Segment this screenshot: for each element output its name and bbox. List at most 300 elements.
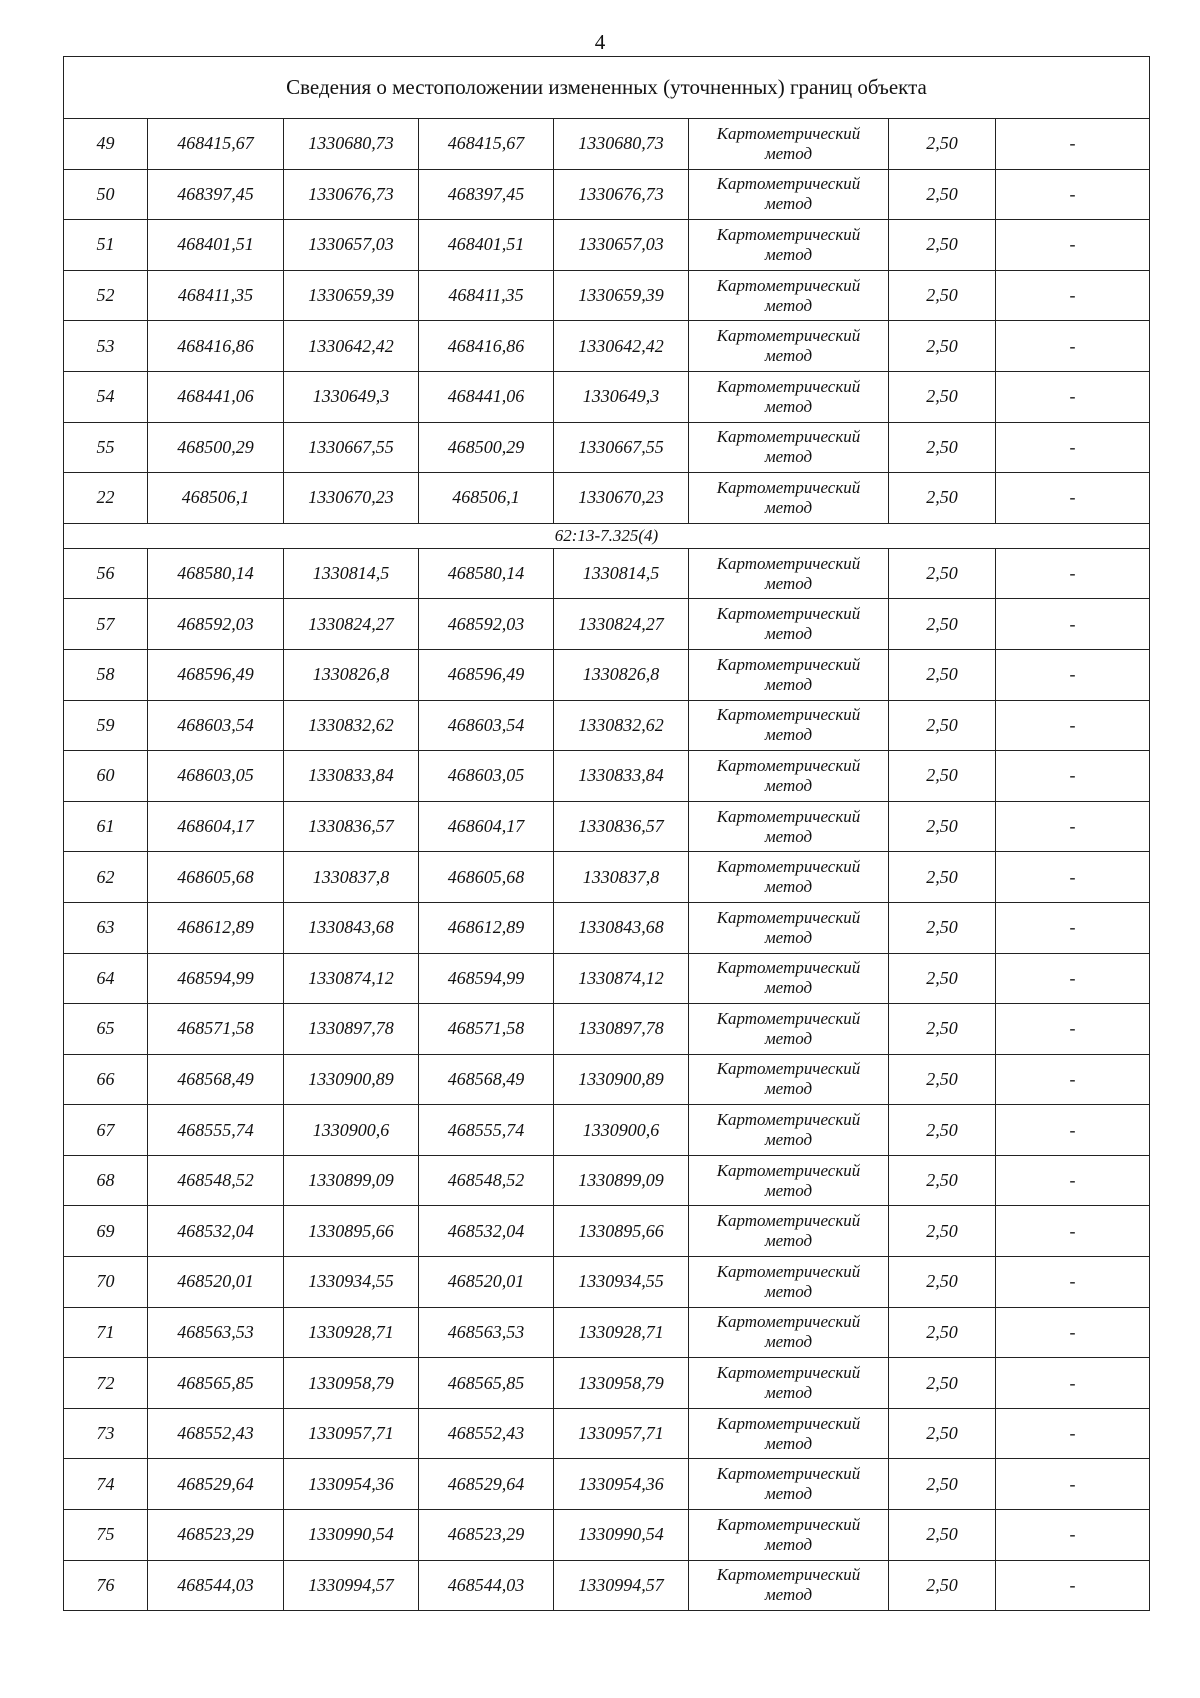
table-row (64, 169, 1150, 220)
table-row (64, 321, 1150, 372)
existing-y-cell: 1330680,73 (284, 119, 419, 170)
determination-method-cell (689, 1054, 889, 1105)
table-row (64, 902, 1150, 953)
existing-y-cell: 1330667,55 (284, 422, 419, 473)
existing-x-cell: 468529,64 (148, 1459, 284, 1510)
table-row (64, 700, 1150, 751)
note-cell: - (996, 599, 1150, 650)
method-line-1: Картометрический (716, 427, 861, 447)
method-line-1: Картометрический (716, 123, 861, 143)
method-line-2: метод (764, 447, 813, 467)
refined-y-cell: 1330928,71 (554, 1307, 689, 1358)
method-line-2: метод (764, 194, 813, 214)
note-cell: - (996, 1004, 1150, 1055)
existing-x-cell: 468603,54 (148, 700, 284, 751)
accuracy-cell: 2,50 (889, 371, 996, 422)
determination-method-cell (689, 220, 889, 271)
refined-y-cell: 1330657,03 (554, 220, 689, 271)
determination-method-cell (689, 422, 889, 473)
accuracy-cell: 2,50 (889, 1510, 996, 1561)
note-cell: - (996, 1560, 1150, 1611)
determination-method-cell (689, 1358, 889, 1409)
existing-y-cell: 1330837,8 (284, 852, 419, 903)
method-line-1: Картометрический (716, 1008, 861, 1028)
table-row (64, 1307, 1150, 1358)
refined-x-cell: 468548,52 (419, 1155, 554, 1206)
note-cell: - (996, 1257, 1150, 1308)
refined-x-cell: 468500,29 (419, 422, 554, 473)
refined-x-cell: 468415,67 (419, 119, 554, 170)
method-line-1: Картометрический (716, 1363, 861, 1383)
note-cell: - (996, 953, 1150, 1004)
existing-x-cell: 468506,1 (148, 473, 284, 524)
existing-y-cell: 1330899,09 (284, 1155, 419, 1206)
method-line-2: метод (764, 826, 813, 846)
method-line-2: метод (764, 927, 813, 947)
existing-x-cell: 468520,01 (148, 1257, 284, 1308)
method-line-1: Картометрический (716, 1514, 861, 1534)
method-line-1: Картометрический (716, 1464, 861, 1484)
existing-x-cell: 468594,99 (148, 953, 284, 1004)
refined-y-cell: 1330680,73 (554, 119, 689, 170)
existing-y-cell: 1330836,57 (284, 801, 419, 852)
point-number-cell: 76 (64, 1560, 148, 1611)
existing-x-cell: 468548,52 (148, 1155, 284, 1206)
determination-method-cell (689, 1004, 889, 1055)
method-line-2: метод (764, 674, 813, 694)
accuracy-cell: 2,50 (889, 548, 996, 599)
page-number: 4 (594, 30, 606, 54)
determination-method-cell (689, 270, 889, 321)
section-label: 62:13-7.325(4) (64, 523, 1150, 548)
refined-x-cell: 468565,85 (419, 1358, 554, 1409)
determination-method-cell (689, 953, 889, 1004)
refined-y-cell: 1330994,57 (554, 1560, 689, 1611)
method-line-1: Картометрический (716, 1211, 861, 1231)
method-line-2: метод (764, 978, 813, 998)
determination-method-cell (689, 1307, 889, 1358)
method-line-2: метод (764, 725, 813, 745)
existing-x-cell: 468532,04 (148, 1206, 284, 1257)
refined-y-cell: 1330899,09 (554, 1155, 689, 1206)
existing-x-cell: 468500,29 (148, 422, 284, 473)
refined-y-cell: 1330667,55 (554, 422, 689, 473)
method-line-2: метод (764, 244, 813, 264)
note-cell: - (996, 1105, 1150, 1156)
note-cell: - (996, 1054, 1150, 1105)
accuracy-cell: 2,50 (889, 1560, 996, 1611)
table-row (64, 1408, 1150, 1459)
refined-y-cell: 1330649,3 (554, 371, 689, 422)
refined-x-cell: 468441,06 (419, 371, 554, 422)
existing-y-cell: 1330833,84 (284, 751, 419, 802)
determination-method-cell (689, 801, 889, 852)
method-line-2: метод (764, 1231, 813, 1251)
refined-x-cell: 468605,68 (419, 852, 554, 903)
refined-x-cell: 468568,49 (419, 1054, 554, 1105)
point-number-cell: 75 (64, 1510, 148, 1561)
point-number-cell: 52 (64, 270, 148, 321)
determination-method-cell (689, 371, 889, 422)
refined-x-cell: 468397,45 (419, 169, 554, 220)
existing-y-cell: 1330814,5 (284, 548, 419, 599)
table-title-row (64, 57, 1150, 119)
point-number-cell: 50 (64, 169, 148, 220)
table-row (64, 548, 1150, 599)
note-cell: - (996, 1307, 1150, 1358)
existing-y-cell: 1330649,3 (284, 371, 419, 422)
method-line-1: Картометрический (716, 1565, 861, 1585)
determination-method-cell (689, 1510, 889, 1561)
method-line-1: Картометрический (716, 477, 861, 497)
table-row (64, 1560, 1150, 1611)
method-line-2: метод (764, 1079, 813, 1099)
accuracy-cell: 2,50 (889, 801, 996, 852)
table-title: Сведения о местоположении измененных (уточненных) границ объекта (64, 57, 1150, 119)
table-row (64, 473, 1150, 524)
existing-x-cell: 468571,58 (148, 1004, 284, 1055)
note-cell: - (996, 1358, 1150, 1409)
refined-y-cell: 1330832,62 (554, 700, 689, 751)
existing-x-cell: 468604,17 (148, 801, 284, 852)
refined-x-cell: 468603,05 (419, 751, 554, 802)
point-number-cell: 61 (64, 801, 148, 852)
method-line-1: Картометрический (716, 705, 861, 725)
existing-x-cell: 468416,86 (148, 321, 284, 372)
existing-x-cell: 468555,74 (148, 1105, 284, 1156)
note-cell: - (996, 751, 1150, 802)
table-row (64, 1358, 1150, 1409)
method-line-2: метод (764, 573, 813, 593)
point-number-cell: 62 (64, 852, 148, 903)
method-line-1: Картометрический (716, 806, 861, 826)
refined-y-cell: 1330954,36 (554, 1459, 689, 1510)
existing-y-cell: 1330659,39 (284, 270, 419, 321)
determination-method-cell (689, 1408, 889, 1459)
method-line-2: метод (764, 1433, 813, 1453)
table-row (64, 1510, 1150, 1561)
method-line-1: Картометрический (716, 376, 861, 396)
method-line-1: Картометрический (716, 907, 861, 927)
existing-x-cell: 468603,05 (148, 751, 284, 802)
method-line-1: Картометрический (716, 1110, 861, 1130)
note-cell: - (996, 169, 1150, 220)
existing-x-cell: 468596,49 (148, 649, 284, 700)
accuracy-cell: 2,50 (889, 119, 996, 170)
refined-x-cell: 468532,04 (419, 1206, 554, 1257)
point-number-cell: 56 (64, 548, 148, 599)
existing-y-cell: 1330824,27 (284, 599, 419, 650)
point-number-cell: 63 (64, 902, 148, 953)
existing-y-cell: 1330843,68 (284, 902, 419, 953)
boundary-coordinates-table (63, 56, 1150, 1611)
refined-y-cell: 1330676,73 (554, 169, 689, 220)
accuracy-cell: 2,50 (889, 700, 996, 751)
method-line-2: метод (764, 775, 813, 795)
table-row (64, 422, 1150, 473)
table-row (64, 801, 1150, 852)
point-number-cell: 71 (64, 1307, 148, 1358)
accuracy-cell: 2,50 (889, 1004, 996, 1055)
table-row (64, 1459, 1150, 1510)
method-line-2: метод (764, 346, 813, 366)
note-cell: - (996, 649, 1150, 700)
method-line-2: метод (764, 1028, 813, 1048)
refined-x-cell: 468544,03 (419, 1560, 554, 1611)
note-cell: - (996, 321, 1150, 372)
existing-y-cell: 1330670,23 (284, 473, 419, 524)
refined-y-cell: 1330990,54 (554, 1510, 689, 1561)
refined-y-cell: 1330934,55 (554, 1257, 689, 1308)
method-line-1: Картометрический (716, 1312, 861, 1332)
table-row (64, 1155, 1150, 1206)
refined-x-cell: 468563,53 (419, 1307, 554, 1358)
method-line-1: Картометрический (716, 1059, 861, 1079)
point-number-cell: 64 (64, 953, 148, 1004)
refined-y-cell: 1330824,27 (554, 599, 689, 650)
method-line-1: Картометрический (716, 604, 861, 624)
refined-y-cell: 1330826,8 (554, 649, 689, 700)
existing-y-cell: 1330874,12 (284, 953, 419, 1004)
existing-y-cell: 1330832,62 (284, 700, 419, 751)
method-line-2: метод (764, 1383, 813, 1403)
refined-y-cell: 1330659,39 (554, 270, 689, 321)
point-number-cell: 57 (64, 599, 148, 650)
accuracy-cell: 2,50 (889, 1408, 996, 1459)
refined-y-cell: 1330833,84 (554, 751, 689, 802)
section-row (64, 523, 1150, 548)
note-cell: - (996, 548, 1150, 599)
method-line-1: Картометрический (716, 553, 861, 573)
point-number-cell: 55 (64, 422, 148, 473)
determination-method-cell (689, 649, 889, 700)
table-row (64, 1004, 1150, 1055)
refined-y-cell: 1330900,6 (554, 1105, 689, 1156)
determination-method-cell (689, 599, 889, 650)
method-line-2: метод (764, 396, 813, 416)
accuracy-cell: 2,50 (889, 953, 996, 1004)
accuracy-cell: 2,50 (889, 1054, 996, 1105)
method-line-1: Картометрический (716, 1261, 861, 1281)
existing-x-cell: 468441,06 (148, 371, 284, 422)
table-row (64, 599, 1150, 650)
point-number-cell: 66 (64, 1054, 148, 1105)
table-row (64, 220, 1150, 271)
note-cell: - (996, 220, 1150, 271)
accuracy-cell: 2,50 (889, 599, 996, 650)
refined-x-cell: 468506,1 (419, 473, 554, 524)
refined-x-cell: 468520,01 (419, 1257, 554, 1308)
table-row (64, 119, 1150, 170)
point-number-cell: 67 (64, 1105, 148, 1156)
refined-x-cell: 468552,43 (419, 1408, 554, 1459)
note-cell: - (996, 371, 1150, 422)
existing-y-cell: 1330826,8 (284, 649, 419, 700)
point-number-cell: 72 (64, 1358, 148, 1409)
note-cell: - (996, 1155, 1150, 1206)
existing-x-cell: 468580,14 (148, 548, 284, 599)
existing-x-cell: 468552,43 (148, 1408, 284, 1459)
existing-y-cell: 1330895,66 (284, 1206, 419, 1257)
method-line-2: метод (764, 497, 813, 517)
method-line-1: Картометрический (716, 755, 861, 775)
determination-method-cell (689, 169, 889, 220)
method-line-2: метод (764, 1130, 813, 1150)
determination-method-cell (689, 321, 889, 372)
table-row (64, 270, 1150, 321)
refined-y-cell: 1330837,8 (554, 852, 689, 903)
existing-x-cell: 468565,85 (148, 1358, 284, 1409)
existing-y-cell: 1330954,36 (284, 1459, 419, 1510)
determination-method-cell (689, 1257, 889, 1308)
refined-x-cell: 468594,99 (419, 953, 554, 1004)
method-line-1: Картометрический (716, 275, 861, 295)
point-number-cell: 73 (64, 1408, 148, 1459)
existing-y-cell: 1330657,03 (284, 220, 419, 271)
existing-y-cell: 1330994,57 (284, 1560, 419, 1611)
table-row (64, 371, 1150, 422)
existing-x-cell: 468397,45 (148, 169, 284, 220)
point-number-cell: 69 (64, 1206, 148, 1257)
existing-x-cell: 468544,03 (148, 1560, 284, 1611)
note-cell: - (996, 1510, 1150, 1561)
accuracy-cell: 2,50 (889, 1105, 996, 1156)
note-cell: - (996, 1408, 1150, 1459)
method-line-2: метод (764, 143, 813, 163)
refined-y-cell: 1330874,12 (554, 953, 689, 1004)
refined-x-cell: 468580,14 (419, 548, 554, 599)
existing-y-cell: 1330958,79 (284, 1358, 419, 1409)
point-number-cell: 65 (64, 1004, 148, 1055)
method-line-2: метод (764, 877, 813, 897)
refined-x-cell: 468411,35 (419, 270, 554, 321)
existing-y-cell: 1330934,55 (284, 1257, 419, 1308)
refined-x-cell: 468612,89 (419, 902, 554, 953)
point-number-cell: 58 (64, 649, 148, 700)
existing-y-cell: 1330676,73 (284, 169, 419, 220)
method-line-2: метод (764, 1484, 813, 1504)
determination-method-cell (689, 902, 889, 953)
refined-y-cell: 1330897,78 (554, 1004, 689, 1055)
refined-x-cell: 468529,64 (419, 1459, 554, 1510)
note-cell: - (996, 902, 1150, 953)
method-line-1: Картометрический (716, 1160, 861, 1180)
method-line-1: Картометрический (716, 654, 861, 674)
refined-y-cell: 1330670,23 (554, 473, 689, 524)
accuracy-cell: 2,50 (889, 321, 996, 372)
refined-x-cell: 468604,17 (419, 801, 554, 852)
determination-method-cell (689, 119, 889, 170)
note-cell: - (996, 473, 1150, 524)
refined-x-cell: 468592,03 (419, 599, 554, 650)
accuracy-cell: 2,50 (889, 473, 996, 524)
table-row (64, 1105, 1150, 1156)
method-line-2: метод (764, 1332, 813, 1352)
note-cell: - (996, 1206, 1150, 1257)
method-line-1: Картометрический (716, 1413, 861, 1433)
refined-y-cell: 1330814,5 (554, 548, 689, 599)
method-line-1: Картометрический (716, 857, 861, 877)
refined-y-cell: 1330895,66 (554, 1206, 689, 1257)
method-line-1: Картометрический (716, 326, 861, 346)
accuracy-cell: 2,50 (889, 1257, 996, 1308)
existing-x-cell: 468415,67 (148, 119, 284, 170)
accuracy-cell: 2,50 (889, 1358, 996, 1409)
determination-method-cell (689, 852, 889, 903)
existing-y-cell: 1330642,42 (284, 321, 419, 372)
accuracy-cell: 2,50 (889, 1206, 996, 1257)
accuracy-cell: 2,50 (889, 422, 996, 473)
method-line-2: метод (764, 624, 813, 644)
accuracy-cell: 2,50 (889, 751, 996, 802)
note-cell: - (996, 700, 1150, 751)
table-row (64, 1257, 1150, 1308)
determination-method-cell (689, 700, 889, 751)
refined-y-cell: 1330958,79 (554, 1358, 689, 1409)
method-line-1: Картометрический (716, 958, 861, 978)
note-cell: - (996, 422, 1150, 473)
method-line-2: метод (764, 295, 813, 315)
refined-x-cell: 468571,58 (419, 1004, 554, 1055)
determination-method-cell (689, 1560, 889, 1611)
accuracy-cell: 2,50 (889, 169, 996, 220)
existing-x-cell: 468563,53 (148, 1307, 284, 1358)
method-line-2: метод (764, 1534, 813, 1554)
existing-y-cell: 1330897,78 (284, 1004, 419, 1055)
table-row (64, 1054, 1150, 1105)
refined-x-cell: 468523,29 (419, 1510, 554, 1561)
point-number-cell: 49 (64, 119, 148, 170)
determination-method-cell (689, 751, 889, 802)
accuracy-cell: 2,50 (889, 902, 996, 953)
method-line-2: метод (764, 1585, 813, 1605)
refined-y-cell: 1330900,89 (554, 1054, 689, 1105)
refined-x-cell: 468555,74 (419, 1105, 554, 1156)
method-line-1: Картометрический (716, 224, 861, 244)
existing-y-cell: 1330957,71 (284, 1408, 419, 1459)
existing-x-cell: 468401,51 (148, 220, 284, 271)
existing-x-cell: 468592,03 (148, 599, 284, 650)
point-number-cell: 53 (64, 321, 148, 372)
accuracy-cell: 2,50 (889, 1307, 996, 1358)
determination-method-cell (689, 1459, 889, 1510)
refined-y-cell: 1330957,71 (554, 1408, 689, 1459)
refined-x-cell: 468603,54 (419, 700, 554, 751)
note-cell: - (996, 1459, 1150, 1510)
accuracy-cell: 2,50 (889, 852, 996, 903)
existing-x-cell: 468568,49 (148, 1054, 284, 1105)
existing-x-cell: 468523,29 (148, 1510, 284, 1561)
existing-x-cell: 468411,35 (148, 270, 284, 321)
point-number-cell: 68 (64, 1155, 148, 1206)
table-row (64, 852, 1150, 903)
table-row (64, 649, 1150, 700)
existing-y-cell: 1330900,6 (284, 1105, 419, 1156)
accuracy-cell: 2,50 (889, 649, 996, 700)
point-number-cell: 54 (64, 371, 148, 422)
refined-x-cell: 468401,51 (419, 220, 554, 271)
note-cell: - (996, 801, 1150, 852)
point-number-cell: 60 (64, 751, 148, 802)
method-line-2: метод (764, 1180, 813, 1200)
determination-method-cell (689, 1105, 889, 1156)
determination-method-cell (689, 473, 889, 524)
refined-x-cell: 468596,49 (419, 649, 554, 700)
method-line-1: Картометрический (716, 174, 861, 194)
note-cell: - (996, 270, 1150, 321)
accuracy-cell: 2,50 (889, 1155, 996, 1206)
existing-y-cell: 1330900,89 (284, 1054, 419, 1105)
